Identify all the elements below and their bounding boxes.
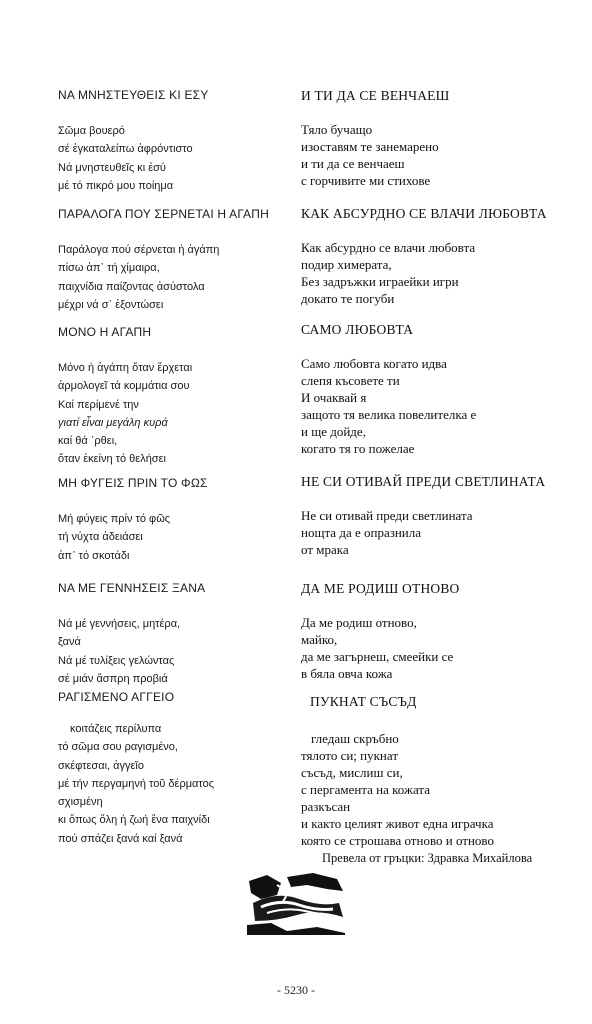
poem-line: и ще дойде,: [301, 424, 366, 439]
poem-line: защото тя велика повелителка е: [301, 407, 477, 422]
poem-line: Καί περίμενέ την: [58, 398, 139, 411]
poem-line: σέ ἐγκαταλείπω ἀφρόντιστο: [58, 143, 193, 156]
poem-line: изоставям те занемарено: [301, 139, 439, 154]
translator-credit: Превела от гръцки: Здравка Михайлова: [322, 851, 533, 865]
poem-line: ὅταν ἐκείνη τό θελήσει: [58, 453, 166, 466]
poem-line: ἁρμολογεῖ τά κομμάτια σου: [58, 380, 190, 393]
poem-line: μέ τήν περγαμηνή τοῦ δέρματος: [58, 777, 215, 790]
poem-line: Тяло бучащо: [301, 122, 373, 137]
poem-line: Как абсурдно се влачи любовта: [301, 240, 476, 255]
poem-line: Не си отивай преди светлината: [301, 508, 473, 523]
bulgarian-poem: [301, 694, 561, 849]
bulgarian-poem: [301, 474, 561, 558]
poem-line: когато тя го пожелае: [301, 441, 415, 456]
poem-title: КАК АБСУРДНО СЕ ВЛАЧИ ЛЮБОВТА: [301, 206, 547, 221]
poem-line: и както целият живот една играчка: [301, 816, 494, 831]
poem-line: μέχρι νά σ᾽ ἐξοντώσει: [58, 298, 164, 311]
poem-line: Μή φύγεις πρίν τό φῶς: [58, 513, 171, 525]
poem-line: σέ μιάν ἄσπρη προβιά: [58, 672, 168, 685]
poem-line: с горчивите ми стихове: [301, 173, 431, 188]
poem-title: НЕ СИ ОТИВАЙ ПРЕДИ СВЕТЛИНАТА: [301, 474, 546, 489]
poem-line: Νά μνηστευθεῖς κι ἐσύ: [58, 161, 166, 174]
poem-line: ἀπ᾽ τό σκοτάδι: [58, 549, 130, 562]
poem-title: ΜΗ ΦΥΓΕΙΣ ΠΡΙΝ ΤΟ ΦΩΣ: [58, 476, 208, 490]
poem-line: ξανά: [58, 636, 81, 649]
poem-line: Само любовта когато идва: [301, 356, 447, 371]
poem-line: която се строшава отново и отново: [301, 833, 494, 848]
poem-line: да ме загърнеш, смеейки се: [301, 649, 454, 664]
bulgarian-poem: [301, 581, 561, 682]
poem-line: πού σπάζει ξανά καί ξανά: [58, 832, 183, 845]
poem-line: съсъд, мислиш си,: [301, 765, 403, 780]
poem-title: И ТИ ДА СЕ ВЕНЧАЕШ: [301, 88, 450, 103]
poem-line: подир химерата,: [301, 257, 392, 272]
poem-line: παιχνίδια παίζοντας ἀσύστολα: [58, 280, 205, 293]
bulgarian-poem: [301, 322, 561, 457]
poem-line: докато те погуби: [301, 291, 395, 306]
ornament-image: [247, 873, 345, 935]
greek-poem: [58, 581, 288, 688]
poem-line: Σῶμα βουερό: [58, 125, 125, 137]
poem-title: ΠΑΡΑΛΟΓΑ ΠΟΥ ΣΕΡΝΕΤΑΙ Η ΑΓΑΠΗ: [58, 207, 269, 221]
greek-poem: [58, 207, 288, 314]
greek-poem: [58, 476, 288, 565]
poem-title: ΜΟΝΟ Η ΑΓΑΠΗ: [58, 325, 152, 339]
poem-title: ΝΑ ΜΝΗΣΤΕΥΘΕΙΣ ΚΙ ΕΣΥ: [58, 88, 209, 102]
poem-title: ДА МЕ РОДИШ ОТНОВО: [301, 581, 460, 596]
poem-title: ПУКНАТ СЪСЪД: [310, 694, 417, 709]
poem-line: σχισμένη: [58, 796, 103, 809]
poem-line: τή νύχτα ἀδειάσει: [58, 531, 143, 544]
poem-line: майко,: [301, 632, 338, 647]
poem-line: и ти да се венчаеш: [301, 156, 405, 171]
poem-line: Παράλογα πού σέρνεται ἡ ἀγάπη: [58, 244, 220, 256]
poem-line: καί θά ᾽ρθει,: [58, 435, 118, 448]
poem-line: тялото си; пукнат: [301, 748, 398, 763]
poem-title: ΡΑΓΙΣΜΕΝΟ ΑΓΓΕΙΟ: [58, 690, 175, 704]
poem-line: нощта да е опразнила: [301, 525, 422, 540]
poem-line: Μόνο ἡ ἀγάπη ὅταν ἔρχεται: [58, 362, 193, 374]
poem-line: Да ме родиш отново,: [301, 615, 417, 630]
poem-line: σκέφτεσαι, ἀγγεῖο: [58, 759, 144, 772]
poem-line: Без задръжки играейки игри: [301, 274, 459, 289]
bulgarian-poem: [301, 206, 561, 307]
poem-title: САМО ЛЮБОВТА: [301, 322, 414, 337]
page-number: - 5230 -: [277, 983, 315, 997]
poem-line: от мрака: [301, 542, 349, 557]
greek-poem: [58, 325, 288, 469]
poem-line: πίσω ἀπ᾽ τή χίμαιρα,: [58, 262, 160, 275]
poem-line: μέ τό πικρό μου ποίημα: [58, 179, 174, 192]
poem-line: с пергамента на кожата: [301, 782, 430, 797]
greek-poem: [58, 88, 288, 195]
poem-line: в бяла овча кожа: [301, 666, 393, 681]
poem-title: ΝΑ ΜΕ ΓΕΝΝΗΣΕΙΣ ΞΑΝΑ: [58, 581, 206, 595]
greek-poem: [58, 690, 288, 848]
poem-line: γιατί εἶναι μεγάλη κυρά: [58, 416, 168, 429]
poem-line: Νά μέ τυλίξεις γελώντας: [58, 654, 175, 667]
poem-line: κοιτάζεις περίλυπα: [70, 723, 162, 735]
bulgarian-poem: [301, 88, 561, 189]
poem-line: τό σῶμα σου ραγισμένο,: [58, 741, 178, 754]
poem-line: гледаш скръбно: [311, 731, 399, 746]
poem-line: слепя късовете ти: [301, 373, 400, 388]
poem-line: Νά μέ γεννήσεις, μητέρα,: [58, 618, 181, 630]
poem-line: κι ὅπως ὅλη ἡ ζωή ἕνα παιχνίδι: [58, 814, 210, 827]
poem-line: разкъсан: [301, 799, 351, 814]
poem-line: И очаквай я: [301, 390, 367, 405]
